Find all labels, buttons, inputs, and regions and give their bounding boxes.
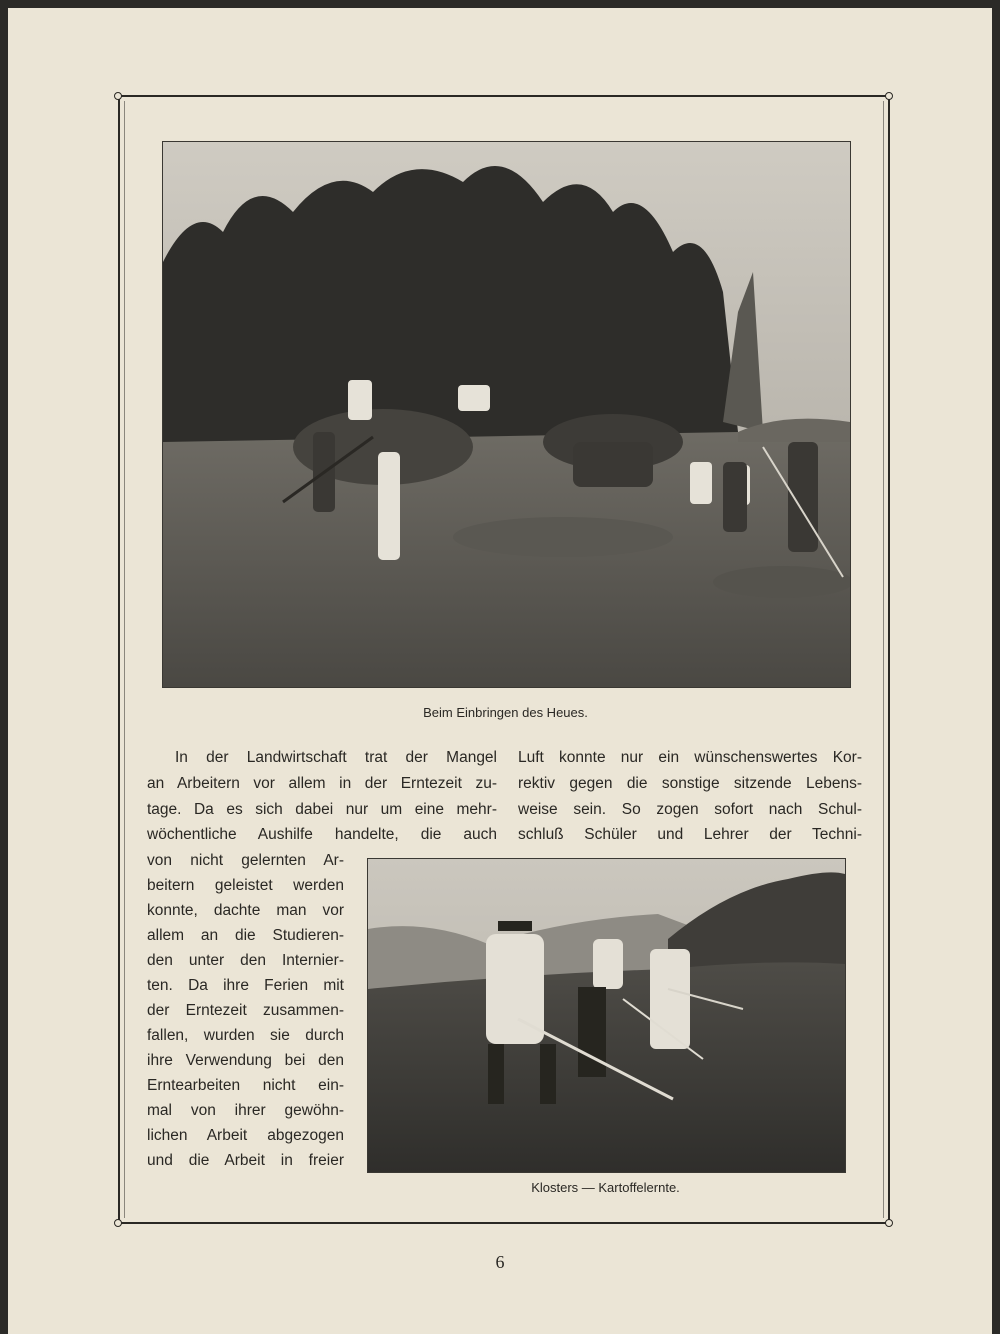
frame-right (888, 95, 890, 1224)
photo-potato-harvest (367, 858, 846, 1173)
text-line: den unter den Internier- (147, 952, 344, 969)
text-line: tage. Da es sich dabei nur um eine mehr- (147, 801, 497, 818)
text-line: beitern geleistet werden (147, 877, 344, 894)
text-line: ten. Da ihre Ferien mit (147, 977, 344, 994)
text-line: von nicht gelernten Ar- (147, 852, 344, 869)
text-line: Erntearbeiten nicht ein- (147, 1077, 344, 1094)
frame-left-inner (124, 101, 125, 1218)
text-line: weise sein. So zogen sofort nach Schul- (518, 801, 862, 818)
frame-top (118, 95, 890, 97)
text-line: rektiv gegen die sonstige sitzende Lebens- (518, 775, 862, 792)
text-line: wöchentliche Aushilfe handelte, die auch (147, 826, 497, 843)
frame-corner-ornament (885, 1219, 893, 1227)
frame-corner-ornament (114, 1219, 122, 1227)
text-line: schluß Schüler und Lehrer der Techni- (518, 826, 862, 843)
page-number: 6 (495, 1252, 505, 1272)
frame-right-inner (883, 101, 884, 1218)
text-line: lichen Arbeit abgezogen (147, 1127, 344, 1144)
frame-left (118, 95, 120, 1224)
text-line: an Arbeitern vor allem in der Erntezeit zu- (147, 775, 497, 792)
frame-corner-ornament (885, 92, 893, 100)
photo-hay-harvest (162, 141, 851, 688)
frame-corner-ornament (114, 92, 122, 100)
text-line: In der Landwirtschaft trat der Mangel (175, 749, 497, 766)
text-line: konnte, dachte man vor (147, 902, 344, 919)
photo-caption: Beim Einbringen des Heues. (423, 705, 588, 720)
text-line: fallen, wurden sie durch (147, 1027, 344, 1044)
text-line: der Erntezeit zusammen- (147, 1002, 344, 1019)
text-line: allem an die Studieren- (147, 927, 344, 944)
photo-caption: Klosters — Kartoffelernte. (531, 1180, 680, 1195)
frame-bottom (118, 1222, 890, 1224)
text-line: mal von ihrer gewöhn- (147, 1102, 344, 1119)
text-line: und die Arbeit in freier (147, 1152, 344, 1169)
text-line: ihre Verwendung bei den (147, 1052, 344, 1069)
text-line: Luft konnte nur ein wünschenswertes Kor- (518, 749, 862, 766)
